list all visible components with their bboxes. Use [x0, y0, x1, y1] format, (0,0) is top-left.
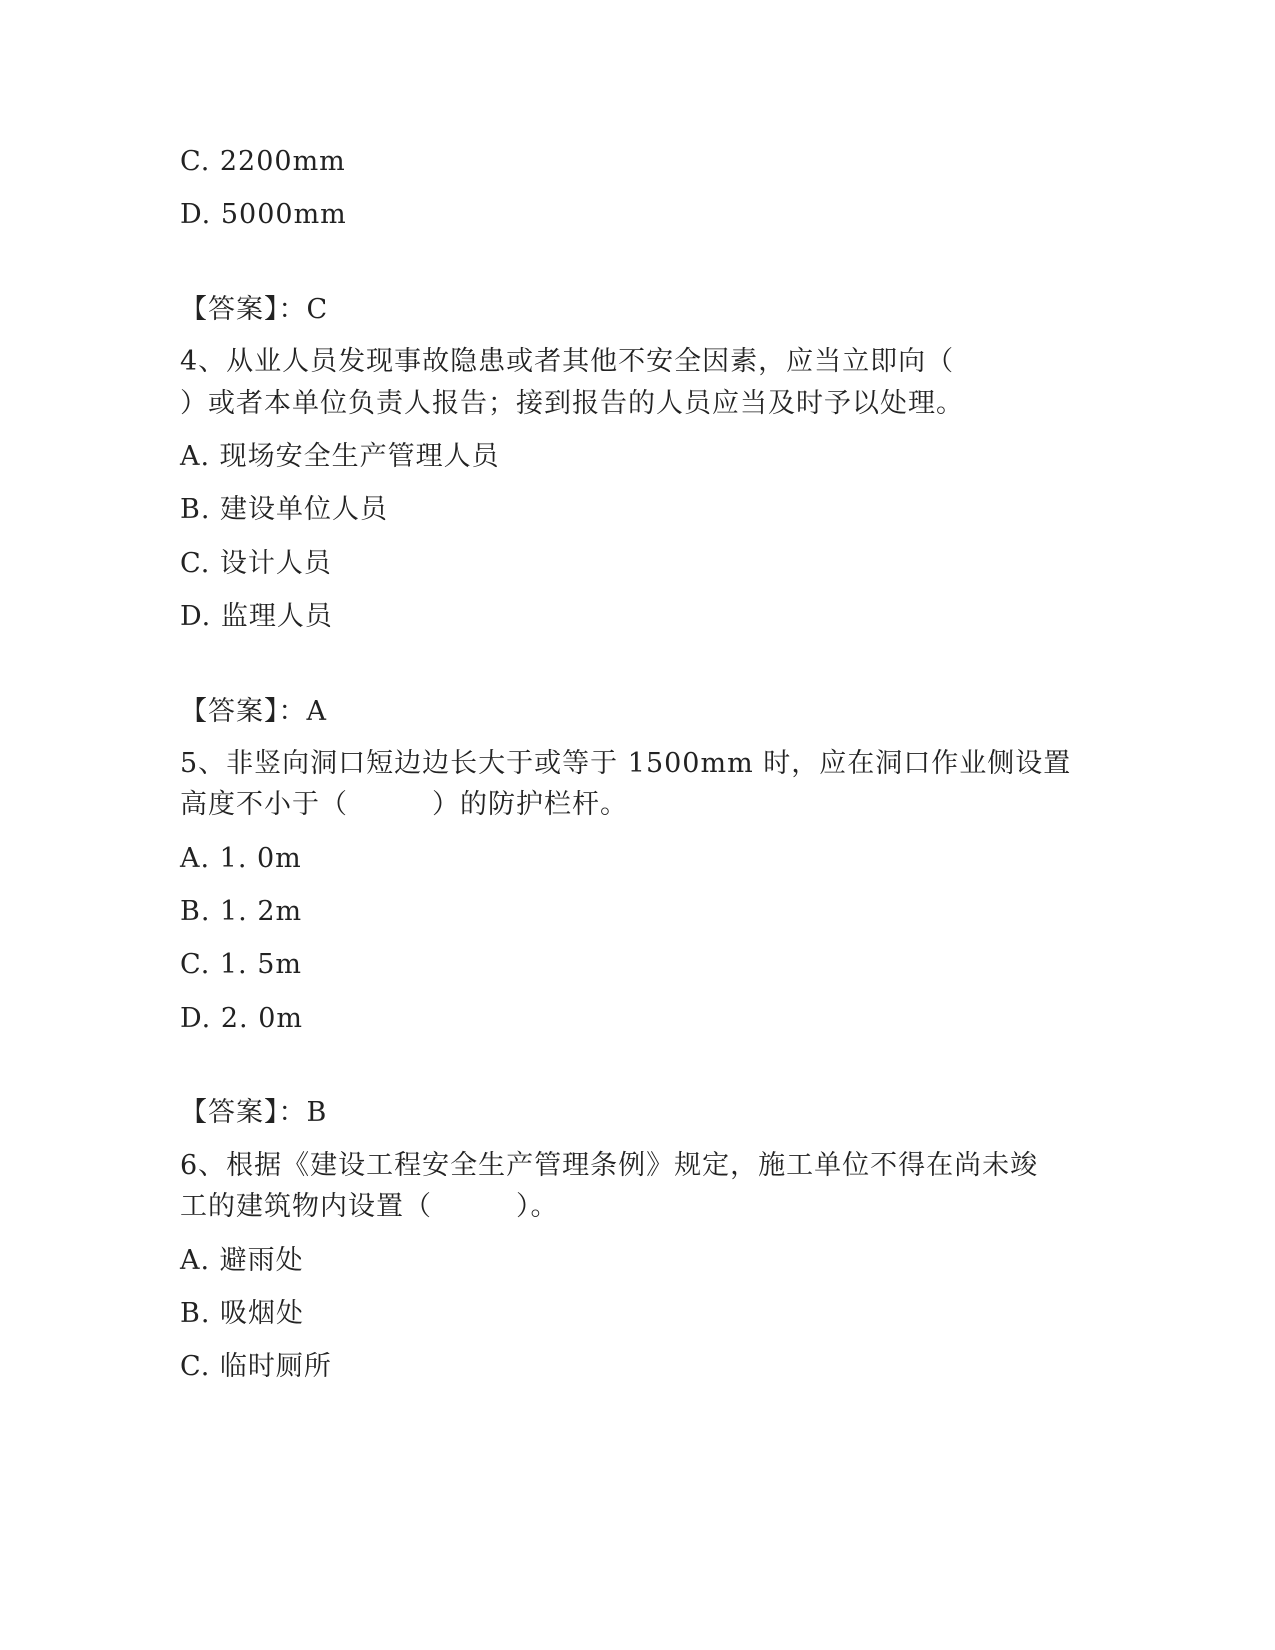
q5-answer: 【答案】：B	[180, 1097, 328, 1128]
q4-option-d: D. 监理人员	[180, 601, 333, 632]
q4-stem-line-1: 4、从业人员发现事故隐患或者其他不安全因素，应当立即向（	[180, 346, 955, 377]
q4-stem-line-2: ）或者本单位负责人报告；接到报告的人员应当及时予以处理。	[180, 388, 964, 419]
q4-option-c: C. 设计人员	[180, 548, 332, 579]
q3-answer: 【答案】：C	[180, 294, 329, 325]
q4-option-a: A. 现场安全生产管理人员	[180, 441, 500, 472]
q4-answer: 【答案】：A	[180, 696, 327, 727]
q5-stem-line-2: 高度不小于（ ）的防护栏杆。	[180, 789, 628, 820]
q6-stem-line-2: 工的建筑物内设置（ ）。	[180, 1191, 559, 1222]
q5-option-d: D. 2. 0m	[180, 1003, 303, 1034]
q4-option-b: B. 建设单位人员	[180, 494, 389, 525]
q6-stem-line-1: 6、根据《建设工程安全生产管理条例》规定，施工单位不得在尚未竣	[180, 1150, 1039, 1181]
q6-option-c: C. 临时厕所	[180, 1351, 332, 1382]
q5-option-a: A. 1. 0m	[180, 843, 302, 874]
q5-stem-line-1: 5、非竖向洞口短边边长大于或等于 1500mm 时，应在洞口作业侧设置	[180, 748, 1072, 779]
q5-option-b: B. 1. 2m	[180, 896, 303, 927]
q5-option-c: C. 1. 5m	[180, 949, 302, 980]
q6-option-b: B. 吸烟处	[180, 1298, 305, 1329]
q3-option-d: D. 5000mm	[180, 199, 347, 230]
q3-option-c: C. 2200mm	[180, 146, 346, 177]
q6-option-a: A. 避雨处	[180, 1245, 304, 1276]
